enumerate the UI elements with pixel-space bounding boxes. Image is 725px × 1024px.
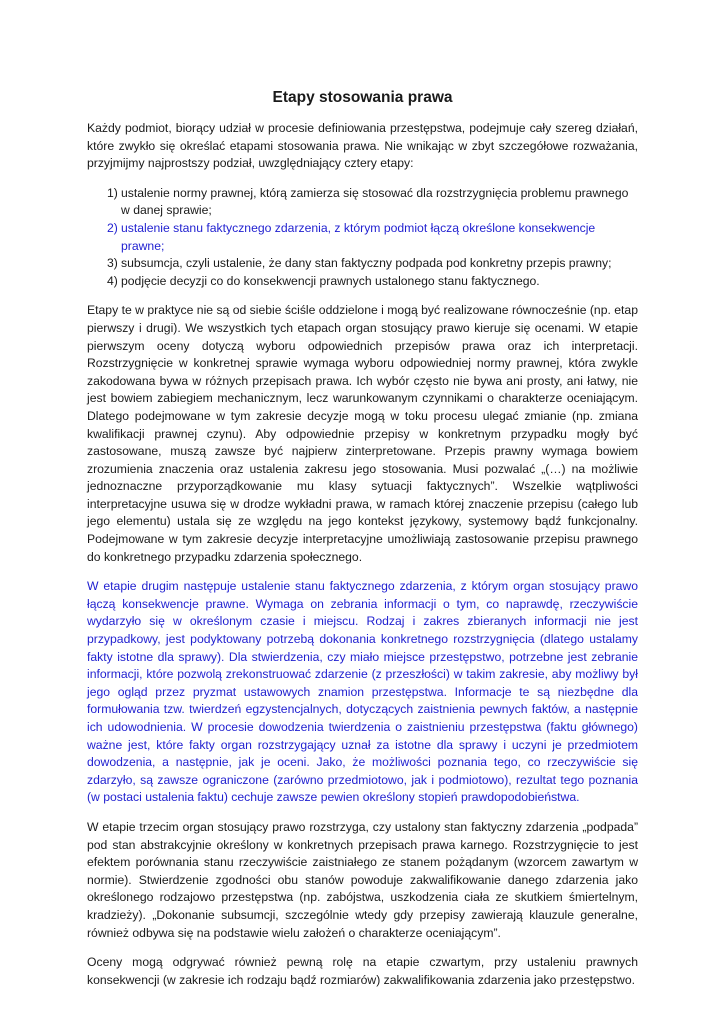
stage-one-paragraph: Etapy te w praktyce nie są od siebie ściśle oddzielone i mogą być realizowane równocześnie (np. etap pierwszy i drugi). We wszystkich tych etapach organ stosujący prawo kieruje się ocenami. W etapie pierwszym oceny dotyczą wyboru odpowiednich przepisów prawa oraz ich interpretacji. Rozstrzygnięcie w konkretnej sprawie wymaga wyboru odpowiedniej normy prawnej, która zwykle zakodowana bywa w różnych przepisach prawa. Ich wybór często nie bywa ani prosty, ani łatwy, nie jest bowiem zabiegiem mechanicznym, lecz warunkowanym czynnikami o charakterze oceniającym. Dlatego podejmowane w tym zakresie decyzje mogą w toku procesu ulegać zmianie (np. zmiana kwalifikacji prawnej czynu). Aby odpowiednie przepisy w konkretnym przypadku mogły być zastosowane, muszą zawsze być najpierw zinterpretowane. Przepis prawny wymaga bowiem zrozumienia znaczenia oraz ustalenia zakresu jego stosowania. Musi pozwalać „(…) na możliwie jednoznaczne przyporządkowanie mu klasy sytuacji faktycznych”. Wszelkie wątpliwości interpretacyjne usuwa się w drodze wykładni prawa, w ramach której znaczenie przepisu (całego lub jego elementu) ustala się ze względu na jego kontekst językowy, systemowy bądź funkcjonalny. Podejmowane w tym zakresie decyzje interpretacyjne umożliwiają zastosowanie przepisu prawnego do konkretnego przypadku zdarzenia społecznego. bbox=[87, 303, 638, 564]
document-body bbox=[87, 120, 638, 989]
list-item-number: 1) bbox=[107, 185, 118, 200]
stage-four-paragraph: Oceny mogą odgrywać również pewną rolę na etapie czwartym, przy ustaleniu prawnych konsekwencji (w zakresie ich rodzaju bądź rozmiarów) zakwalifikowania zdarzenia jako przestępstwo. bbox=[87, 955, 638, 987]
stage-three-paragraph: W etapie trzecim organ stosujący prawo rozstrzyga, czy ustalony stan faktyczny zdarzenia „podpada” pod stan abstrakcyjnie określony w konkretnych przepisach prawa karnego. Rozstrzygnięcie to jest efektem porównania stanu rzeczywiście zaistniałego ze stanem pożądanym (wzorcem zawartym w normie). Stwierdzenie zgodności obu stanów powoduje zakwalifikowanie danego zdarzenia jako określonego rodzajowo przestępstwa (np. zabójstwa, uszkodzenia ciała ze skutkiem śmiertelnym, kradzieży). „Dokonanie subsumcji, szczególnie wtedy gdy przepisy zawierają klauzule generalne, również odbywa się na podstawie wielu założeń o charakterze oceniającym”. bbox=[87, 819, 638, 940]
list-item-number: 4) bbox=[107, 273, 118, 288]
list-item bbox=[87, 220, 638, 255]
document-title: Etapy stosowania prawa bbox=[272, 89, 453, 106]
list-item bbox=[87, 255, 638, 273]
list-item-text: ustalenie stanu faktycznego zdarzenia, z którym podmiot łączą określone konsekwencje prawne; bbox=[121, 220, 596, 253]
list-item bbox=[87, 185, 638, 220]
list-item-text: podjęcie decyzji co do konsekwencji prawnych ustalonego stanu faktycznego. bbox=[121, 273, 540, 288]
list-item-text: ustalenie normy prawnej, którą zamierza się stosować dla rozstrzygnięcia problemu prawnego w danej sprawie; bbox=[121, 185, 629, 218]
list-item-number: 2) bbox=[107, 220, 118, 235]
list-item-number: 3) bbox=[107, 256, 118, 271]
list-item-text: subsumcja, czyli ustalenie, że dany stan faktyczny podpada pod konkretny przepis prawny; bbox=[121, 256, 612, 271]
intro-paragraph: Każdy podmiot, biorący udział w procesie definiowania przestępstwa, podejmuje cały szereg działań, które zwykło się określać etapami stosowania prawa. Nie wnikając w zbyt szczegółowe rozważania, przyjmijmy najprostszy podział, uwzględniający cztery etapy: bbox=[87, 121, 638, 171]
list-item bbox=[87, 273, 638, 291]
steps-list bbox=[87, 185, 638, 291]
stage-two-paragraph: W etapie drugim następuje ustalenie stanu faktycznego zdarzenia, z którym organ stosujący prawo łączą konsekwencje prawne. Wymaga on zebrania informacji o tym, co naprawdę, rzeczywiście wydarzyło się w określonym czasie i miejscu. Rodzaj i zakres zbieranych informacji nie jest przypadkowy, jest podyktowany potrzebą dokonania konkretnego rozstrzygnięcia (dlatego ustalamy fakty istotne dla sprawy). Dla stwierdzenia, czy miało miejsce przestępstwo, potrzebne jest zebranie informacji, które pozwolą zrekonstruować zdarzenie (z przeszłości) w takim zakresie, aby możliwy był jego ogląd przez pryzmat ustawowych znamion przestępstwa. Informacje te są niezbędne dla formułowania tzw. twierdzeń egzystencjalnych, dotyczących zaistnienia pewnych faktów, a następnie ich udowodnienia. W procesie dowodzenia twierdzenia o zaistnieniu przestępstwa (faktu głównego) ważne jest, które fakty organ rozstrzygający uznał za istotne dla sprawy i uczyni je przedmiotem dowodzenia, a następnie, jak je oceni. Jako, że możliwości poznania tego, co rzeczywiście się zdarzyło, są zawsze ograniczone (zarówno przedmiotowo, jak i podmiotowo), rezultat tego poznania (w postaci ustalenia faktu) cechuje zawsze pewien określony stopień prawdopodobieństwa. bbox=[87, 579, 638, 805]
